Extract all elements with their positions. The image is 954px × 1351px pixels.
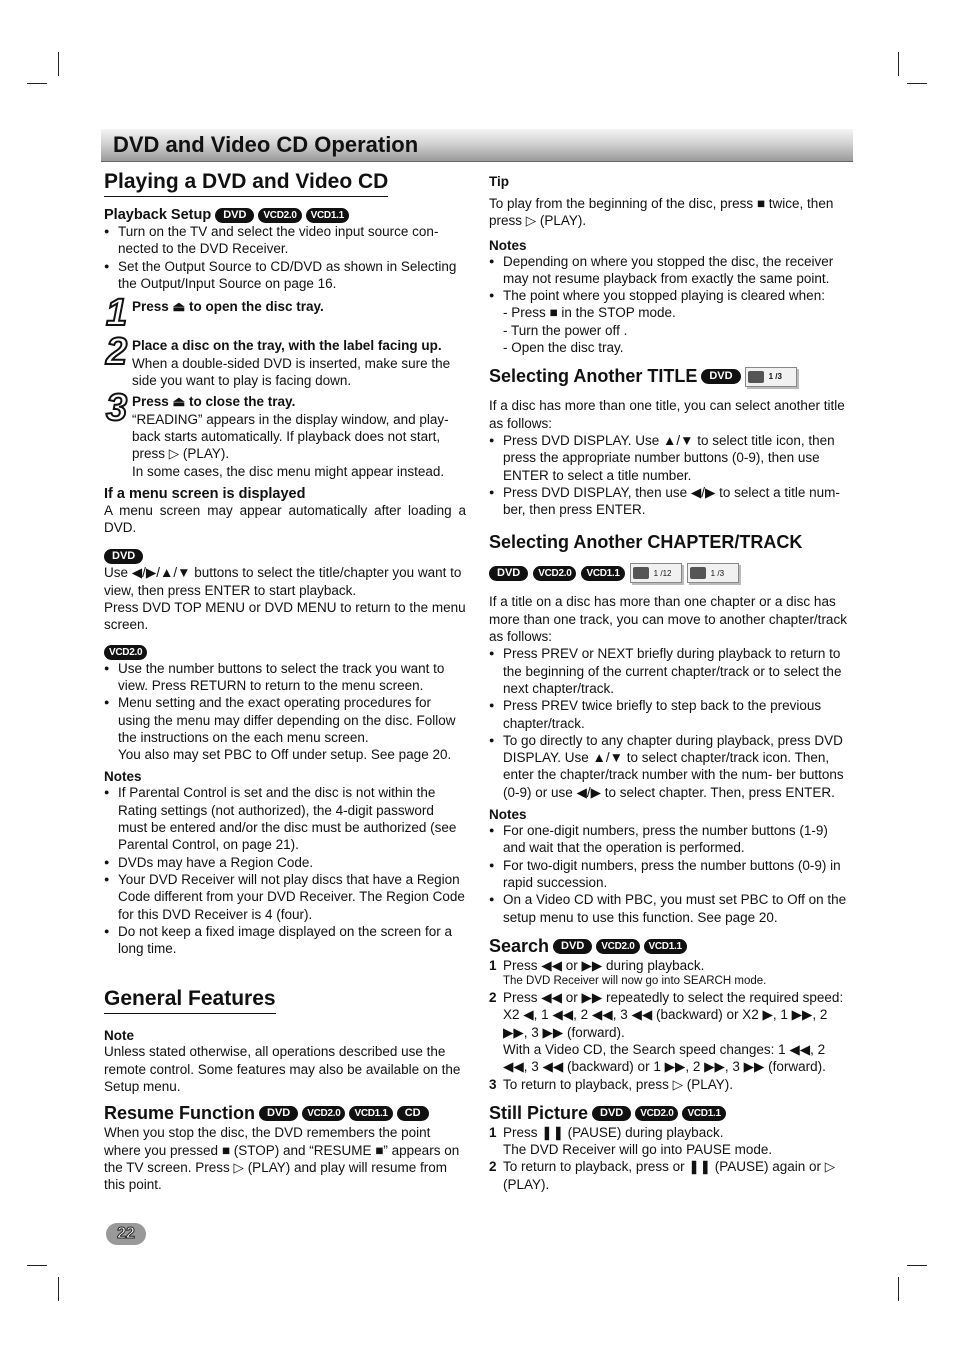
notes-heading: Notes [489, 807, 527, 823]
cd-badge: CD [397, 1106, 429, 1121]
crop-mark [58, 1277, 59, 1301]
list-item: ● Press DVD DISPLAY, then use ◀/▶ to select a title num- ber, then press ENTER. [489, 484, 851, 519]
vcd11-badge: VCD1.1 [306, 208, 349, 223]
step-1 [104, 292, 466, 335]
menu-text: A menu screen may appear automatically after loading a DVD. [104, 502, 466, 536]
crop-mark [907, 83, 927, 84]
list-item: ● Turn on the TV and select the video input source con- nected to the DVD Receiver. [104, 223, 466, 258]
still-heading: Still Picture DVD VCD2.0 VCD1.1 [489, 1103, 851, 1124]
list-item: ● Set the Output Source to CD/DVD as shown in Selecting the Output/Input Source on page 16. [104, 258, 466, 293]
list-item: ● Do not keep a fixed image displayed on the screen for a long time. [104, 923, 466, 958]
vcd20-badge: VCD2.0 [258, 208, 301, 223]
search-steps [489, 957, 851, 1093]
list-item: 1 Press ◀◀ or ▶▶ during playback. The DVD Receiver will now go into SEARCH mode. [489, 957, 767, 988]
list-item: ● Press PREV or NEXT briefly during playback to return to the beginning of the current chapter/track or to select the next chapter/track. [489, 645, 851, 697]
vcd11-badge: VCD1.1 [682, 1106, 725, 1121]
title-display-icon: 1 /3 [745, 367, 797, 387]
list-item: ● The point where you stopped playing is cleared when: - Press ■ in the STOP mode. - Turn the power off . - Open the disc tray. [489, 287, 851, 356]
list-item: ● For one-digit numbers, press the number buttons (1-9) and wait that the operation is performed. [489, 822, 851, 857]
step-3-bold: Press ⏏ to close the tray. [132, 394, 296, 410]
notes-heading: Notes [104, 769, 142, 785]
title-text: If a disc has more than one title, you can select another title as follows: [489, 398, 845, 431]
step-2-bold: Place a disc on the tray, with the label facing up. [132, 338, 442, 354]
setup-list [104, 223, 466, 292]
chapter-badges [489, 563, 851, 583]
vcd-list [104, 660, 466, 764]
list-item: ● Depending on where you stopped the disc, the receiver may not resume playback from exactly the same point. [489, 253, 851, 288]
search-heading: Search DVD VCD2.0 VCD1.1 [489, 936, 851, 957]
list-item: ● Menu setting and the exact operating procedures for using the menu may differ depending on the disc. Follow the instructions on the each menu screen. You also may set PBC to Off under setup. See page 20. [104, 694, 466, 763]
list-item: 2 Press ◀◀ or ▶▶ repeatedly to select the required speed: X2 ◀, 1 ◀◀, 2 ◀◀, 3 ◀◀ (backward) or X2 ▶, 1 ▶▶, 2 ▶▶, 3 ▶▶ (forward). With a Video CD, the Search speed changes: 1 ◀◀, 2 ◀◀, 3 ◀◀ (backward) or 1 ▶▶, 2 ▶▶, 3 ▶▶ (forward). [489, 990, 844, 1075]
left-column [104, 170, 466, 1193]
vcd20-badge: VCD2.0 [533, 566, 576, 581]
vcd11-badge: VCD1.1 [349, 1106, 392, 1121]
dvd-badge: DVD [592, 1106, 631, 1121]
list-item: ● Press DVD DISPLAY. Use ▲/▼ to select title icon, then press the appropriate number buttons (0-9), then use ENTER to select a title number. [489, 432, 851, 484]
dvd-badge: DVD [489, 566, 528, 581]
notes-list [104, 784, 466, 957]
note-text: Unless stated otherwise, all operations described use the remote control. Some features may also be available on the Setup menu. [104, 1044, 461, 1094]
crop-mark [898, 1277, 899, 1301]
step-2 [104, 331, 466, 389]
list-item: ● Use the number buttons to select the track you want to view. Press RETURN to return to the menu screen. [104, 660, 466, 695]
title-list [489, 432, 851, 518]
list-item: 1 Press ❚❚ (PAUSE) during playback. The DVD Receiver will go into PAUSE mode. [489, 1124, 773, 1158]
dvd-badge: DVD [104, 549, 143, 564]
tip-text: To play from the beginning of the disc, press ■ twice, then press ▷ (PLAY). [489, 196, 834, 229]
chapter-display-icon: 1 /12 [630, 563, 682, 583]
step-3 [104, 387, 466, 479]
list-item: ● For two-digit numbers, press the number buttons (0-9) in rapid succession. [489, 857, 851, 892]
crop-mark [27, 1265, 47, 1266]
notes-heading: Notes [489, 237, 527, 253]
resume-heading: Resume Function DVD VCD2.0 VCD1.1 CD [104, 1103, 466, 1124]
playback-setup-heading: Playback Setup DVD VCD2.0 VCD1.1 [104, 207, 466, 223]
vcd11-badge: VCD1.1 [581, 566, 624, 581]
resume-text: When you stop the disc, the DVD remembers the point where you pressed ■ (STOP) and “RESUME ■” appears on the TV screen. Press ▷ (PLAY) and play will resume from this point. [104, 1125, 460, 1193]
vcd20-badge: VCD2.0 [635, 1106, 678, 1121]
step-2-text: When a double-sided DVD is inserted, make sure the side you want to play is facing down. [132, 355, 451, 389]
right-column [489, 174, 851, 1193]
chapter-notes-list [489, 822, 851, 926]
heading-general: General Features [104, 987, 276, 1014]
dvd-badge: DVD [215, 208, 254, 223]
still-steps [489, 1124, 851, 1193]
chapter-heading: Selecting Another CHAPTER/TRACK [489, 532, 803, 553]
list-item: 2 To return to playback, press or ❚❚ (PAUSE) again or ▷ (PLAY). [489, 1159, 836, 1192]
dvd-text-1: Use ◀/▶/▲/▼ buttons to select the title/chapter you want to view, then press ENTER to start playback. [104, 565, 462, 598]
section-banner [101, 129, 853, 162]
dvd-badge: DVD [259, 1106, 298, 1121]
crop-mark [58, 52, 59, 76]
dvd-badge: DVD [553, 939, 592, 954]
crop-mark [898, 52, 899, 76]
step-3-text: “READING” appears in the display window, and play- back starts automatically. If playback does not start, press ▷ (PLAY). [132, 411, 449, 462]
vcd20-badge: VCD2.0 [596, 939, 639, 954]
heading-playing: Playing a DVD and Video CD [104, 170, 388, 197]
menu-heading: If a menu screen is displayed [104, 485, 306, 502]
page-number: 22 [106, 1223, 146, 1245]
crop-mark [27, 83, 47, 84]
list-item: ● To go directly to any chapter during playback, press DVD DISPLAY. Use ▲/▼ to select chapter/track icon. Then, enter the chapter/track number with the num- ber buttons (0-9) or use ◀/▶ to select chapter. Then, press ENTER. [489, 732, 851, 801]
step-1-text: Press ⏏ to open the disc tray. [132, 299, 324, 315]
list-item: 3 To return to playback, press ▷ (PLAY). [489, 1076, 733, 1092]
dvd-text-2: Press DVD TOP MENU or DVD MENU to return to the menu screen. [104, 600, 466, 633]
chapter-list [489, 645, 851, 801]
banner-title: DVD and Video CD Operation [113, 132, 419, 157]
list-item: ● DVDs may have a Region Code. [104, 854, 466, 871]
step-number: 2 [106, 331, 128, 374]
dvd-badge: DVD [701, 369, 740, 384]
list-item: ● Your DVD Receiver will not play discs that have a Region Code different from your DVD Receiver. The Region Code for this DVD Receiver is 4 (four). [104, 871, 466, 923]
step-number: 1 [106, 292, 128, 335]
vcd20-badge: VCD2.0 [104, 645, 147, 660]
vcd20-badge: VCD2.0 [302, 1106, 345, 1121]
note-heading: Note [104, 1028, 134, 1044]
crop-mark [907, 1265, 927, 1266]
chapter-text: If a title on a disc has more than one chapter or a disc has more than one track, you can move to another chapter/track as follows: [489, 594, 847, 645]
track-display-icon: 1 /3 [687, 563, 739, 583]
list-item: ● If Parental Control is set and the disc is not within the Rating settings (not authorized), the 4-digit password must be entered and/or the disc must be authorized (see Parental Control, on page 21). [104, 784, 466, 853]
title-heading: Selecting Another TITLE DVD 1 /3 [489, 366, 851, 387]
notes-list [489, 253, 851, 357]
list-item: ● On a Video CD with PBC, you must set PBC to Off on the setup menu to use this function. See page 20. [489, 891, 851, 926]
step-3-text2: In some cases, the disc menu might appear instead. [132, 463, 445, 479]
tip-heading: Tip [489, 174, 509, 189]
list-item: ● Press PREV twice briefly to step back to the previous chapter/track. [489, 697, 851, 732]
vcd11-badge: VCD1.1 [644, 939, 687, 954]
step-number: 3 [106, 387, 128, 430]
